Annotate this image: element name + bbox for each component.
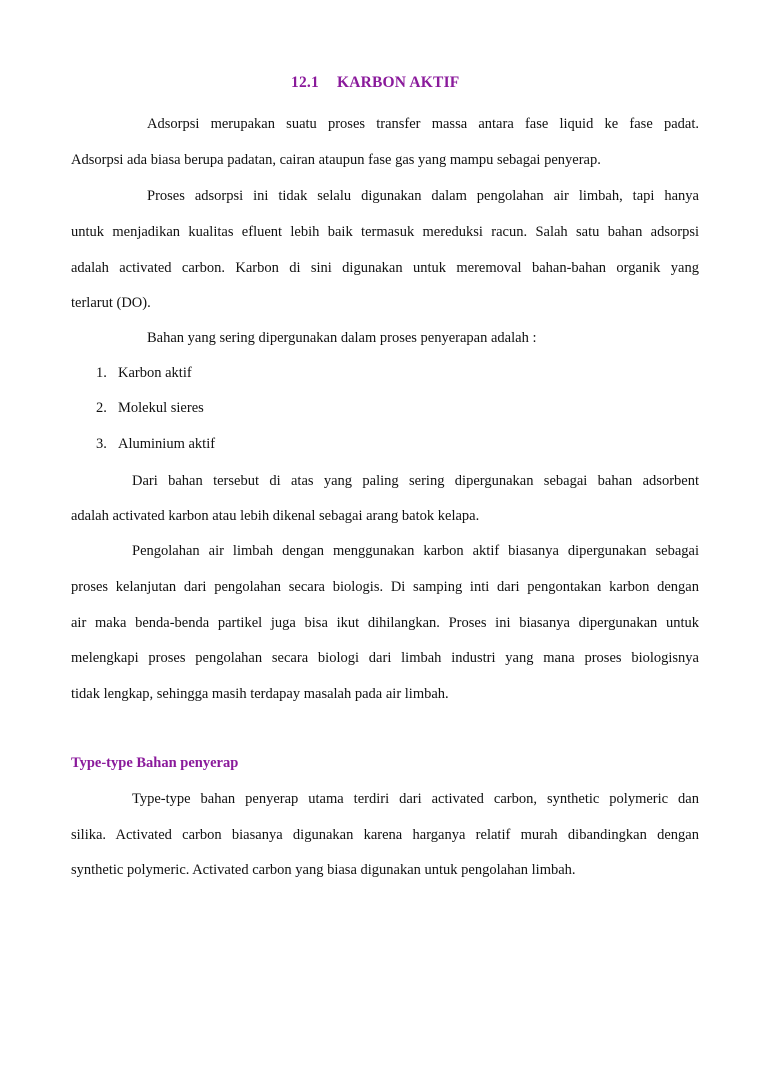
paragraph-line: synthetic polymeric. Activated carbon yang biasa digunakan untuk pengolahan limbah. — [71, 862, 576, 878]
list-number: 3. — [96, 436, 107, 452]
list-item: Aluminium aktif — [118, 436, 216, 452]
paragraph-line: terlarut (DO). — [71, 295, 151, 311]
paragraph-line: Pengolahan air limbah dengan menggunakan karbon aktif biasanya dipergunakan sebagai — [132, 543, 699, 559]
paragraph-line: tidak lengkap, sehingga masih terdapay masalah pada air limbah. — [71, 686, 449, 702]
section-number: 12.1 — [291, 74, 319, 91]
page-title — [291, 74, 459, 92]
list-number: 2. — [96, 400, 107, 416]
list-number: 1. — [96, 365, 107, 381]
paragraph-line: Adsorpsi merupakan suatu proses transfer massa antara fase liquid ke fase padat. — [147, 116, 699, 132]
paragraph-line: silika. Activated carbon biasanya digunakan karena harganya relatif murah dibandingkan dengan — [71, 827, 699, 843]
paragraph-line: untuk menjadikan kualitas efluent lebih baik termasuk mereduksi racun. Salah satu bahan adsorpsi — [71, 224, 699, 240]
paragraph-line: Bahan yang sering dipergunakan dalam proses penyerapan adalah : — [147, 330, 537, 346]
section-title: KARBON AKTIF — [336, 74, 460, 91]
paragraph-line: air maka benda-benda partikel juga bisa ikut dihilangkan. Proses ini biasanya dipergunakan untuk — [71, 615, 699, 631]
paragraph-line: melengkapi proses pengolahan secara biologi dari limbah industri yang mana proses biologisnya — [71, 650, 699, 666]
paragraph-line: adalah activated karbon atau lebih dikenal sebagai arang batok kelapa. — [71, 508, 480, 524]
paragraph-line: Adsorpsi ada biasa berupa padatan, cairan ataupun fase gas yang mampu sebagai penyerap. — [71, 152, 601, 168]
paragraph-line: Dari bahan tersebut di atas yang paling sering dipergunakan sebagai bahan adsorbent — [132, 473, 699, 489]
list-item: Molekul sieres — [118, 400, 204, 416]
list-item: Karbon aktif — [118, 365, 192, 381]
paragraph-line: Type-type bahan penyerap utama terdiri dari activated carbon, synthetic polymeric dan — [132, 791, 699, 807]
paragraph-line: Proses adsorpsi ini tidak selalu digunakan dalam pengolahan air limbah, tapi hanya — [147, 188, 699, 204]
section-subheading: Type-type Bahan penyerap — [71, 755, 239, 771]
paragraph-line: proses kelanjutan dari pengolahan secara biologis. Di samping inti dari pengontakan karbon dengan — [71, 579, 699, 595]
paragraph-line: adalah activated carbon. Karbon di sini digunakan untuk meremoval bahan-bahan organik yang — [71, 260, 699, 276]
